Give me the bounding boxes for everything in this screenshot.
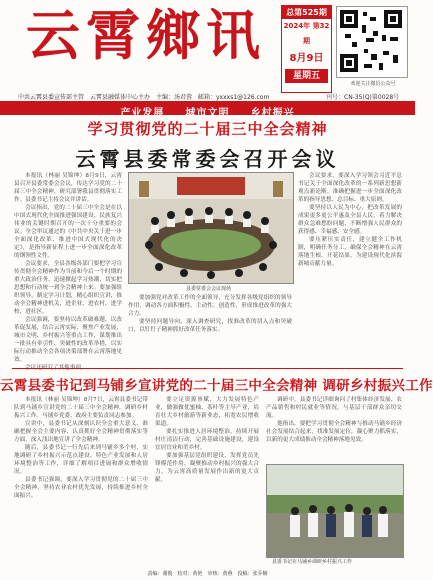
main-headline: 云霄县委常委会召开会议 — [75, 147, 340, 171]
issue-weekday: 星期五 — [285, 69, 328, 83]
paragraph: 本报讯（林丽 吴锦坤）8月9日，云霄县召开县委常委会会议，传达学习党的二十届三中全会精神，研究部署我县贯彻落实工作。县委书记主持会议并讲话。 — [14, 173, 122, 203]
footer-credits: 责编：谢俊 校对：黄艳 审核：黄燕 投稿：张乔楠 — [147, 571, 268, 577]
paragraph: 会议指出，党的二十届三中全会是在以中国式现代化全面推进强国建设、民族复兴伟业的关键时期召开的一次十分重要的会议。全会审议通过的《中共中央关于进一步全面深化改革、推进中国式现代化的决定》，是指导新征程上进一步全面深化改革的纲领性文件。 — [14, 205, 122, 259]
newspaper-title: 云霄鄉讯 — [26, 3, 266, 67]
article1-right-column — [298, 172, 402, 362]
qr-caption: 欢迎关注微信公众号 — [350, 81, 396, 87]
paragraph: 他指出，要把学习贯彻全会精神与推动马铺乡经济社会发展结合起来，找准发展定位，凝心聚力抓落实，以新的更大成绩推动全会精神落地见效。 — [266, 421, 402, 443]
field-visit-photo-caption: 县委书记在马铺乡调研乡村振兴工作 — [272, 559, 353, 565]
paragraph: 会议要求，全县各级各部门要把学习宣传贯彻全会精神作为当前和今后一个时期的重大政治任务，迅速掀起学习热潮，切实把思想和行动统一到全会精神上来。要加强组织领导，制定学习计划，精心组织宣讲，推动全会精神进机关、进企业、进农村、进学校、进社区。 — [14, 261, 122, 315]
meeting-photo — [128, 172, 294, 284]
paragraph: 要加强党对改革工作的全面领导，充分发挥各级党组织的领导作用，调动各方面积极性、主动性、创造性，形成推进改革的强大合力。 — [128, 295, 292, 317]
paragraph: 要压紧压实责任，建立健全工作机制，明确任务分工，确保全会精神在云霄落地生根、开花结果，为建设现代化滨海新城贡献力量。 — [298, 237, 402, 267]
slogan-item: 城市文明 — [185, 108, 230, 119]
total-issue: 总第525期 — [282, 6, 331, 19]
issue-date: 8月9日 — [289, 53, 324, 64]
field-visit-photo-image — [267, 465, 403, 557]
paragraph: 要扎实推进人居环境整治，持续开展村庄清洁行动，完善基础设施建设，建设宜居宜业和美乡村。 — [155, 429, 259, 451]
paragraph: 要坚持问题导向，深入调查研究，找准改革的切入点和突破口，以钉钉子精神抓好改革任务落实。 — [128, 319, 292, 333]
cn-number: 刊号：CN-35(Q)第0028号 — [326, 94, 400, 101]
meeting-photo-caption: 县委常委会会议现场 — [186, 286, 232, 292]
masthead — [0, 0, 415, 100]
article2-middle-column — [155, 396, 259, 566]
article2-left-column — [14, 396, 148, 566]
article1-middle-column — [128, 294, 292, 362]
year-issue: 2024年 第32期 — [283, 22, 330, 45]
paragraph: 调研中，县委书记详细询问了村集体经济发展、农产品销售和村民就业等情况，与基层干部群众亲切交流。 — [266, 397, 402, 419]
section-divider — [12, 368, 403, 369]
paragraph: 宣讲中，县委书记从深刻认识全会重大意义、准确把握全会主要内容、认真抓好全会精神贯彻落实等方面，深入浅出地宣讲了全会精神。 — [14, 421, 148, 443]
article1-left-column — [14, 172, 122, 362]
slogan-bar — [0, 101, 415, 119]
top-headline: 学习贯彻党的二十届三中全会精神 — [87, 120, 328, 138]
paragraph: 县委书记强调，要深入学习贯彻党的二十届三中全会精神，坚持农业农村优先发展，持续推进乡村全面振兴。 — [14, 477, 148, 499]
field-visit-photo — [266, 464, 404, 558]
paragraph: 要加强基层党组织建设，发挥党员先锋模范作用，凝聚推动乡村振兴的强大合力，为云霄高质量发展作出新的更大贡献。 — [155, 453, 259, 483]
paragraph: 会议强调，要坚持以改革破难题、以改革促发展，结合云霄实际，聚焦产业发展、城市文明、乡村振兴等重点工作，谋划推出一批具有牵引性、突破性的改革举措，以实际行动推动全会各项决策部署在云霄落地见效。 — [14, 317, 122, 363]
paragraph: 本报讯（林丽 吴锦坤）8月7日，云霄县委书记带队到马铺乡宣讲党的二十届三中全会精神，调研乡村振兴工作。马铺乡党委、政府主要负责同志参加。 — [14, 397, 148, 419]
article2-right-column — [266, 396, 402, 460]
paragraph: 随后，县委书记一行先后来到马铺乡多个村，实地调研了乡村振兴示范点建设、特色产业发展和人居环境整治等工作，详细了解项目进展和群众增收情况。 — [14, 445, 148, 475]
slogan-item: 产业发展 — [120, 108, 165, 119]
sponsor-line: 中共云霄县委宣传部主管 云霄县融媒体中心主办 主编：汤君蓉 邮箱：yxxxs1@126.com — [18, 94, 270, 101]
qr-code-icon[interactable] — [336, 6, 408, 78]
issue-info-box — [281, 5, 332, 93]
meeting-photo-image — [129, 173, 293, 283]
bottom-headline: 云霄县委书记到马铺乡宣讲党的二十届三中全会精神 调研乡村振兴工作 — [0, 378, 433, 394]
paragraph: 要立足资源禀赋，大力发展特色产业，做强做优蜜柚、茶叶等主导产业，培育壮大乡村旅游等新业态，拓宽农民增收渠道。 — [155, 397, 259, 427]
paragraph: 要坚持以人民为中心，把改革发展的成果更多更公平惠及全县人民，着力解决群众急难愁盼问题，不断增强人民群众的获得感、幸福感、安全感。 — [298, 205, 402, 235]
slogan-item: 乡村振兴 — [250, 108, 295, 119]
paragraph: 会议要求，要深入学习领会习近平总书记关于全面深化改革的一系列新思想新观点新论断，准确把握进一步全面深化改革的指导思想、总目标、重大原则。 — [298, 173, 402, 203]
